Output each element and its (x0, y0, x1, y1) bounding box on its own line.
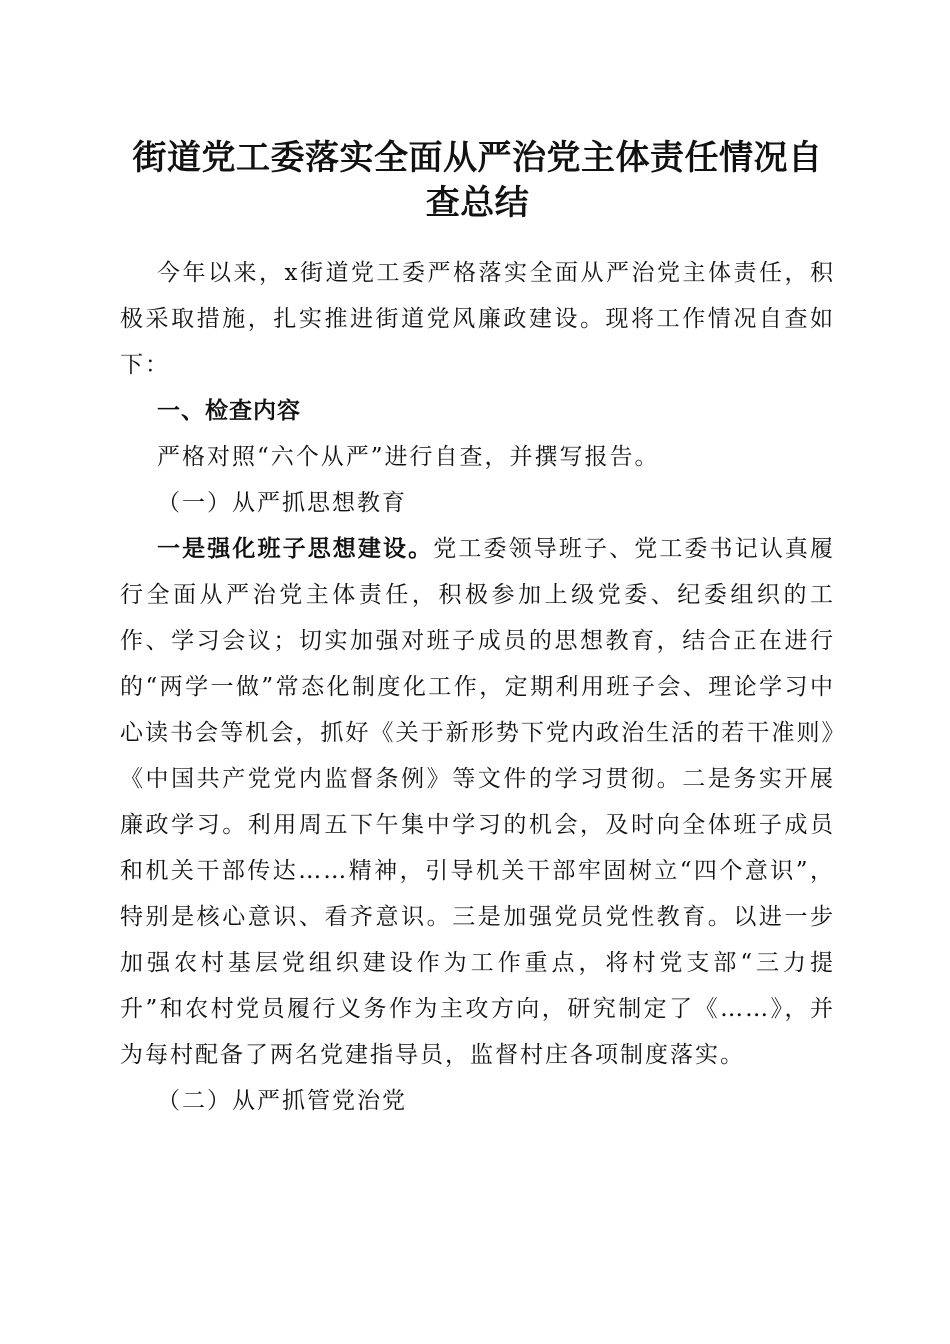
subsection-heading-2: （二）从严抓管党治党 (157, 1088, 407, 1114)
section-heading-1: 一、检查内容 (157, 398, 301, 424)
title-line-2: 查总结 (425, 183, 530, 223)
document-title (120, 136, 835, 226)
subsection-1-lead-label: 一是强化班子思想建设。 (157, 535, 434, 562)
subsection-1-paragraph (120, 526, 835, 1078)
section-1-lead: 严格对照“六个从严”进行自查，并撰写报告。 (157, 444, 660, 470)
document-body (120, 250, 835, 1124)
intro-paragraph: 今年以来，x街道党工委严格落实全面从严治党主体责任，积极采取措施，扎实推进街道党风廉政建设。现将工作情况自查如下： (120, 260, 835, 378)
subsection-heading-1: （一）从严抓思想教育 (157, 490, 407, 516)
subsection-1-text: 党工委领导班子、党工委书记认真履行全面从严治党主体责任，积极参加上级党委、纪委组织的工作、学习会议；切实加强对班子成员的思想教育，结合正在进行的“两学一做”常态化制度化工作，定期利用班子会、理论学习中心读书会等机会，抓好《关于新形势下党内政治生活的若干准则》《中国共产党党内监督条例》等文件的学习贯彻。二是务实开展廉政学习。利用周五下午集中学习的机会，及时向全体班子成员和机关干部传达……精神，引导机关干部牢固树立“四个意识”，特别是核心意识、看齐意识。三是加强党员党性教育。以进一步加强农村基层党组织建设作为工作重点，将村党支部“三力提升”和农村党员履行义务作为主攻方向，研究制定了《……》，并为每村配备了两名党建指导员，监督村庄各项制度落实。 (120, 536, 836, 1068)
title-line-1: 街道党工委落实全面从严治党主体责任情况自 (132, 138, 823, 178)
